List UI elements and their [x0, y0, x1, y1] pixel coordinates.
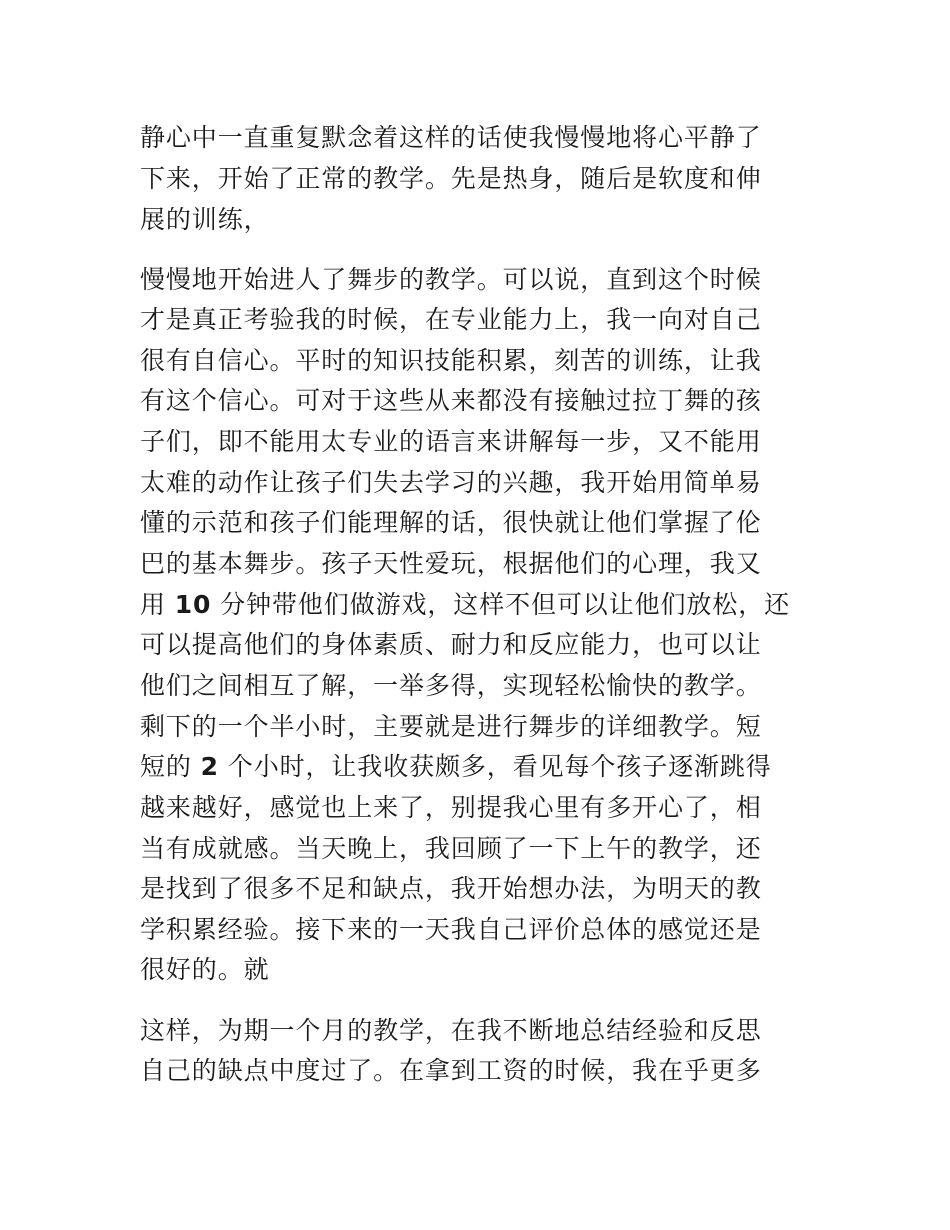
- text-line: [140, 752, 772, 782]
- line-text-pre: 用: [140, 590, 175, 619]
- text-line: 学积累经验。接下来的一天我自己评价总体的感觉还是: [140, 915, 762, 944]
- text-line: 慢慢地开始进人了舞步的教学。可以说，直到这个时候: [140, 265, 762, 294]
- line-text-post: 个小时，让我收获颇多，看见每个孩子逐渐跳得: [218, 752, 772, 781]
- text-line: 当有成就感。当天晚上，我回顾了一下上午的教学，还: [140, 834, 762, 863]
- line-text-post: 分钟带他们做游戏，这样不但可以让他们放松，还: [211, 590, 790, 619]
- text-line: 才是真正考验我的时候，在专业能力上，我一向对自己: [140, 305, 762, 334]
- text-line: 自己的缺点中度过了。在拿到工资的时候，我在乎更多: [140, 1056, 762, 1085]
- text-line: 这样，为期一个月的教学，在我不断地总结经验和反思: [140, 1016, 762, 1045]
- line-text-pre: 短的: [140, 752, 201, 781]
- text-line: 子们，即不能用太专业的语言来讲解每一步，又不能用: [140, 427, 762, 456]
- text-line: 太难的动作让孩子们失去学习的兴趣，我开始用简单易: [140, 468, 762, 497]
- text-line: [140, 590, 790, 620]
- text-line: 巴的基本舞步。孩子天性爱玩，根据他们的心理，我又: [140, 549, 762, 578]
- text-line: 是找到了很多不足和缺点，我开始想办法，为明天的教: [140, 874, 762, 903]
- bold-number: 10: [174, 590, 212, 619]
- text-line: 可以提高他们的身体素质、耐力和反应能力，也可以让: [140, 630, 762, 659]
- text-line: 下来，开始了正常的教学。先是热身，随后是软度和伸: [140, 164, 762, 193]
- text-line: 很有自信心。平时的知识技能积累，刻苦的训练，让我: [140, 346, 762, 375]
- text-line: 很好的。就: [140, 955, 270, 984]
- text-line: 剩下的一个半小时，主要就是进行舞步的详细教学。短: [140, 712, 762, 741]
- text-line: 越来越好，感觉也上来了，别提我心里有多开心了，相: [140, 793, 762, 822]
- bold-number: 2: [200, 752, 219, 781]
- text-line: 展的训练，: [140, 205, 270, 234]
- text-line: 懂的示范和孩子们能理解的话，很快就让他们掌握了伦: [140, 508, 762, 537]
- text-line: 静心中一直重复默念着这样的话使我慢慢地将心平静了: [140, 123, 762, 152]
- text-line: 他们之间相互了解，一举多得，实现轻松愉快的教学。: [140, 671, 762, 700]
- text-line: 有这个信心。可对于这些从来都没有接触过拉丁舞的孩: [140, 386, 762, 415]
